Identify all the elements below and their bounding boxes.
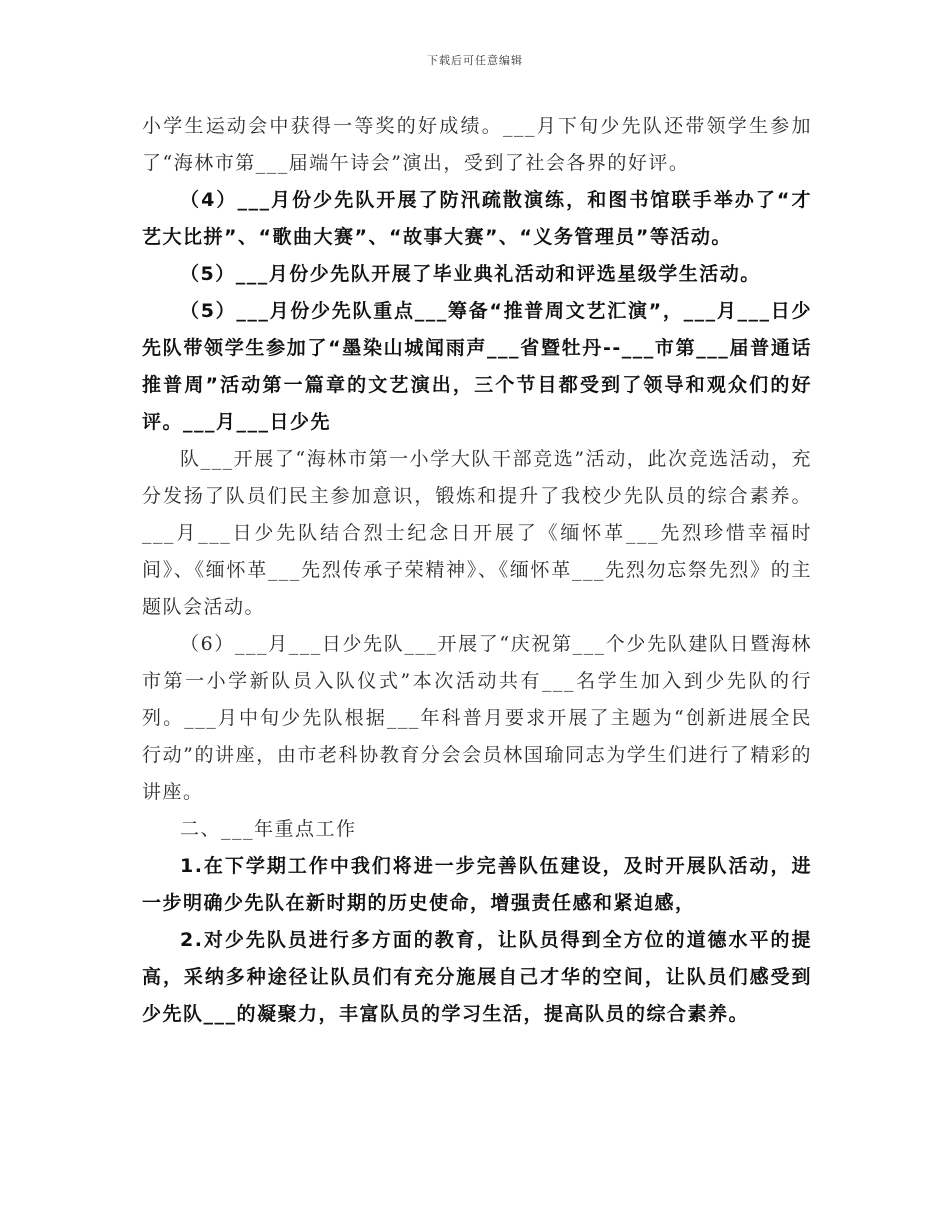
paragraph-5: 队___开展了“海林市第一小学大队干部竞选”活动，此次竞选活动，充分发扬了队员们民主参加意识，锻炼和提升了我校少先队员的综合素养。___月___日少先队结合烈士纪念日开展了《缅怀革___先烈珍惜幸福时间》、《缅怀革___先烈传承子荣精神》、《缅怀革___先烈勿忘祭先烈》的主题队会活动。 (142, 448, 812, 618)
paragraph-6: （6）___月___日少先队___开展了“庆祝第___个少先队建队日暨海林市第一小学新队员入队仪式”本次活动共有___名学生加入到少先队的行列。___月中旬少先队根据___年科普月要求开展了主题为“创新进展全民行动”的讲座，由市老科协教育分会会员林国瑜同志为学生们进行了精彩的讲座。 (142, 633, 812, 803)
paragraph-1: 小学生运动会中获得一等奖的好成绩。___月下旬少先队还带领学生参加了“海林市第___届端午诗会”演出，受到了社会各界的好评。 (142, 115, 812, 174)
paragraph-3: （5）___月份少先队开展了毕业典礼活动和评选星级学生活动。 (180, 263, 761, 285)
paragraph-2: （4）___月份少先队开展了防汛疏散演练，和图书馆联手举办了“才艺大比拼”、“歌曲大赛”、“故事大赛”、“义务管理员”等活动。 (142, 189, 812, 248)
paragraph-7: 1.在下学期工作中我们将进一步完善队伍建设，及时开展队活动，进一步明确少先队在新时期的历史使命，增强责任感和紧迫感， (142, 855, 812, 914)
paragraph-8: 2.对少先队员进行多方面的教育，让队员得到全方位的道德水平的提高，采纳多种途径让队员们有充分施展自己才华的空间，让队员们感受到少先队___的凝聚力，丰富队员的学习生活，提高队员的综合素养。 (142, 929, 812, 1025)
paragraph-4: （5）___月份少先队重点___筹备“推普周文艺汇演”，___月___日少先队带领学生参加了“墨染山城闻雨声___省暨牡丹--___市第___届普通话推普周”活动第一篇章的文艺演出，三个节目都受到了领导和观众们的好评。___月___日少先 (142, 300, 812, 433)
section-heading: 二、___年重点工作 (180, 818, 357, 840)
page-header: 下载后可任意编辑 (427, 54, 523, 67)
document-body (142, 108, 812, 1033)
